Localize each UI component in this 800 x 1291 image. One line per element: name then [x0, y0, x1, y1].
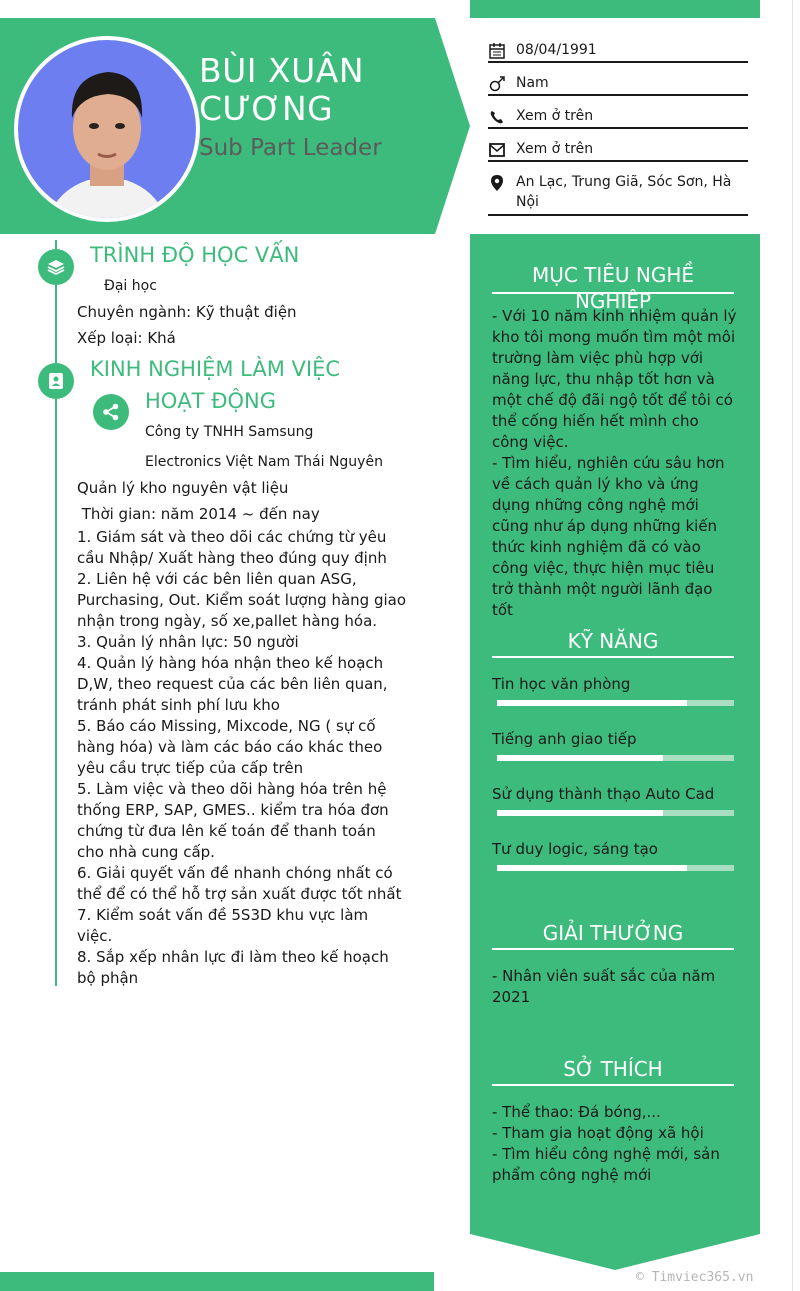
- duty-item: 3. Quản lý nhân lực: 50 người: [77, 633, 299, 651]
- address-value: An Lạc, Trung Giã, Sóc Sơn, Hà Nội: [516, 174, 732, 210]
- layers-icon: [47, 258, 65, 276]
- gender-value: Nam: [516, 75, 549, 91]
- bottom-accent-bar: [0, 1272, 434, 1291]
- top-accent-strip: [470, 0, 760, 18]
- education-title: TRÌNH ĐỘ HỌC VẤN: [90, 243, 300, 267]
- awards-title: GIẢI THƯỞNG: [492, 920, 734, 950]
- location-pin-icon: [488, 174, 506, 192]
- education-major: Chuyên ngành: Kỹ thuật điện: [77, 303, 297, 321]
- profile-photo: [18, 40, 196, 218]
- objective-text-1: - Với 10 năm kinh nhiệm quản lý kho tôi mong muốn tìm một môi trường làm việc phù hợp với năng lực, thu nhập tốt hơn và một chế độ đãi ngộ tốt để tôi có thể cống hiến hết mình cho công việc.: [492, 307, 737, 451]
- experience-section-icon: [38, 363, 74, 399]
- duty-item: 4. Quản lý hàng hóa nhận theo kế hoạch D,W, theo request của các bên liên quan, tránh phát sinh phí lưu kho: [77, 654, 388, 714]
- skill-bar: [497, 755, 734, 761]
- skill-bar-fill: [497, 700, 687, 706]
- watermark: © Timviec365.vn: [636, 1270, 754, 1285]
- education-degree: Đại học: [104, 278, 157, 294]
- hobby-item: - Thể thao: Đá bóng,...: [492, 1103, 661, 1121]
- phone-value: Xem ở trên: [516, 108, 594, 124]
- duty-item: 6. Giải quyết vấn đề nhanh chóng nhất có thể để có thể hỗ trợ sản xuất được tốt nhất: [77, 864, 402, 903]
- duty-item: 2. Liên hệ với các bên liên quan ASG, Purchasing, Out. Kiểm soát lượng hàng giao nhận trong ngày, số xe,pallet hàng hóa.: [77, 570, 406, 630]
- name-line-2: CƯƠNG: [199, 89, 334, 128]
- skill-bar: [497, 865, 734, 871]
- duties-list: [77, 527, 407, 989]
- calendar-icon: [488, 42, 506, 60]
- contact-gender: [488, 73, 748, 96]
- education-rank: Xếp loại: Khá: [77, 329, 176, 347]
- skill-label: Tin học văn phòng: [492, 675, 631, 693]
- section-timeline: [55, 240, 57, 986]
- duty-item: 8. Sắp xếp nhân lực đi làm theo kế hoạch bộ phận: [77, 948, 389, 987]
- contact-email: [488, 139, 748, 162]
- experience-title: KINH NGHIỆM LÀM VIỆC: [90, 357, 341, 381]
- gender-icon: [488, 75, 506, 93]
- skill-bar-fill: [497, 865, 687, 871]
- email-value: Xem ở trên: [516, 141, 594, 157]
- experience-period: Thời gian: năm 2014 ~ đến nay: [77, 505, 320, 523]
- skill-bar: [497, 810, 734, 816]
- objective-title: MỤC TIÊU NGHỀ NGHIỆP: [492, 262, 734, 294]
- skill-label: Tiếng anh giao tiếp: [492, 730, 637, 748]
- name-line-1: BÙI XUÂN: [199, 51, 365, 90]
- contact-phone: [488, 106, 748, 129]
- page-edge: [792, 0, 793, 1291]
- company-line-1: Công ty TNHH Samsung: [145, 424, 314, 440]
- hobby-item: - Tìm hiểu công nghệ mới, sản phẩm công nghệ mới: [492, 1145, 720, 1184]
- activity-title: HOẠT ĐỘNG: [145, 389, 276, 413]
- skill-label: Sử dụng thành thạo Auto Cad: [492, 785, 715, 803]
- candidate-name: [199, 52, 439, 128]
- duty-item: 1. Giám sát và theo dõi các chứng từ yêu cầu Nhập/ Xuất hàng theo đúng quy định: [77, 528, 387, 567]
- birthday-value: 08/04/1991: [516, 42, 597, 58]
- skills-title: KỸ NĂNG: [492, 628, 734, 658]
- experience-position: Quản lý kho nguyên vật liệu: [77, 479, 289, 497]
- duty-item: 7. Kiểm soát vấn đề 5S3D khu vực làm việc.: [77, 906, 369, 945]
- contact-birthday: [488, 40, 748, 63]
- skill-bar-fill: [497, 755, 663, 761]
- hobbies-title: SỞ THÍCH: [492, 1056, 734, 1086]
- phone-icon: [488, 108, 506, 126]
- duty-item: 5. Báo cáo Missing, Mixcode, NG ( sự cố hàng hóa) và làm các báo cáo khác theo yêu cầu trực tiếp của cấp trên: [77, 717, 383, 777]
- id-card-icon: [47, 372, 65, 390]
- activity-section-icon: [93, 394, 129, 430]
- avatar: [14, 36, 200, 222]
- job-title: Sub Part Leader: [199, 135, 382, 161]
- skill-bar-fill: [497, 810, 663, 816]
- skill-bar: [497, 700, 734, 706]
- email-icon: [488, 141, 506, 159]
- objective-text-2: - Tìm hiểu, nghiên cứu sâu hơn về cách quản lý kho và ứng dụng những công nghệ mới cũng như áp dụng những kiến thức kinh nghiệm đã có vào công việc, thực hiện mục tiêu trở thành một người lãnh đạo tốt: [492, 454, 725, 619]
- company-line-2: Electronics Việt Nam Thái Nguyên: [145, 454, 383, 470]
- duty-item: 5. Làm việc và theo dõi hàng hóa trên hệ thống ERP, SAP, GMES.. kiểm tra hóa đơn chứng từ đưa lên kế toán để thanh toán cho nhà cung cấp.: [77, 780, 389, 861]
- skill-label: Tư duy logic, sáng tạo: [492, 840, 658, 858]
- awards-text: - Nhân viên suất sắc của năm 2021: [492, 967, 716, 1006]
- contact-address: [488, 172, 748, 216]
- right-panel: [470, 234, 760, 1270]
- education-section-icon: [38, 249, 74, 285]
- share-icon: [102, 403, 120, 421]
- hobby-item: - Tham gia hoạt động xã hội: [492, 1124, 704, 1142]
